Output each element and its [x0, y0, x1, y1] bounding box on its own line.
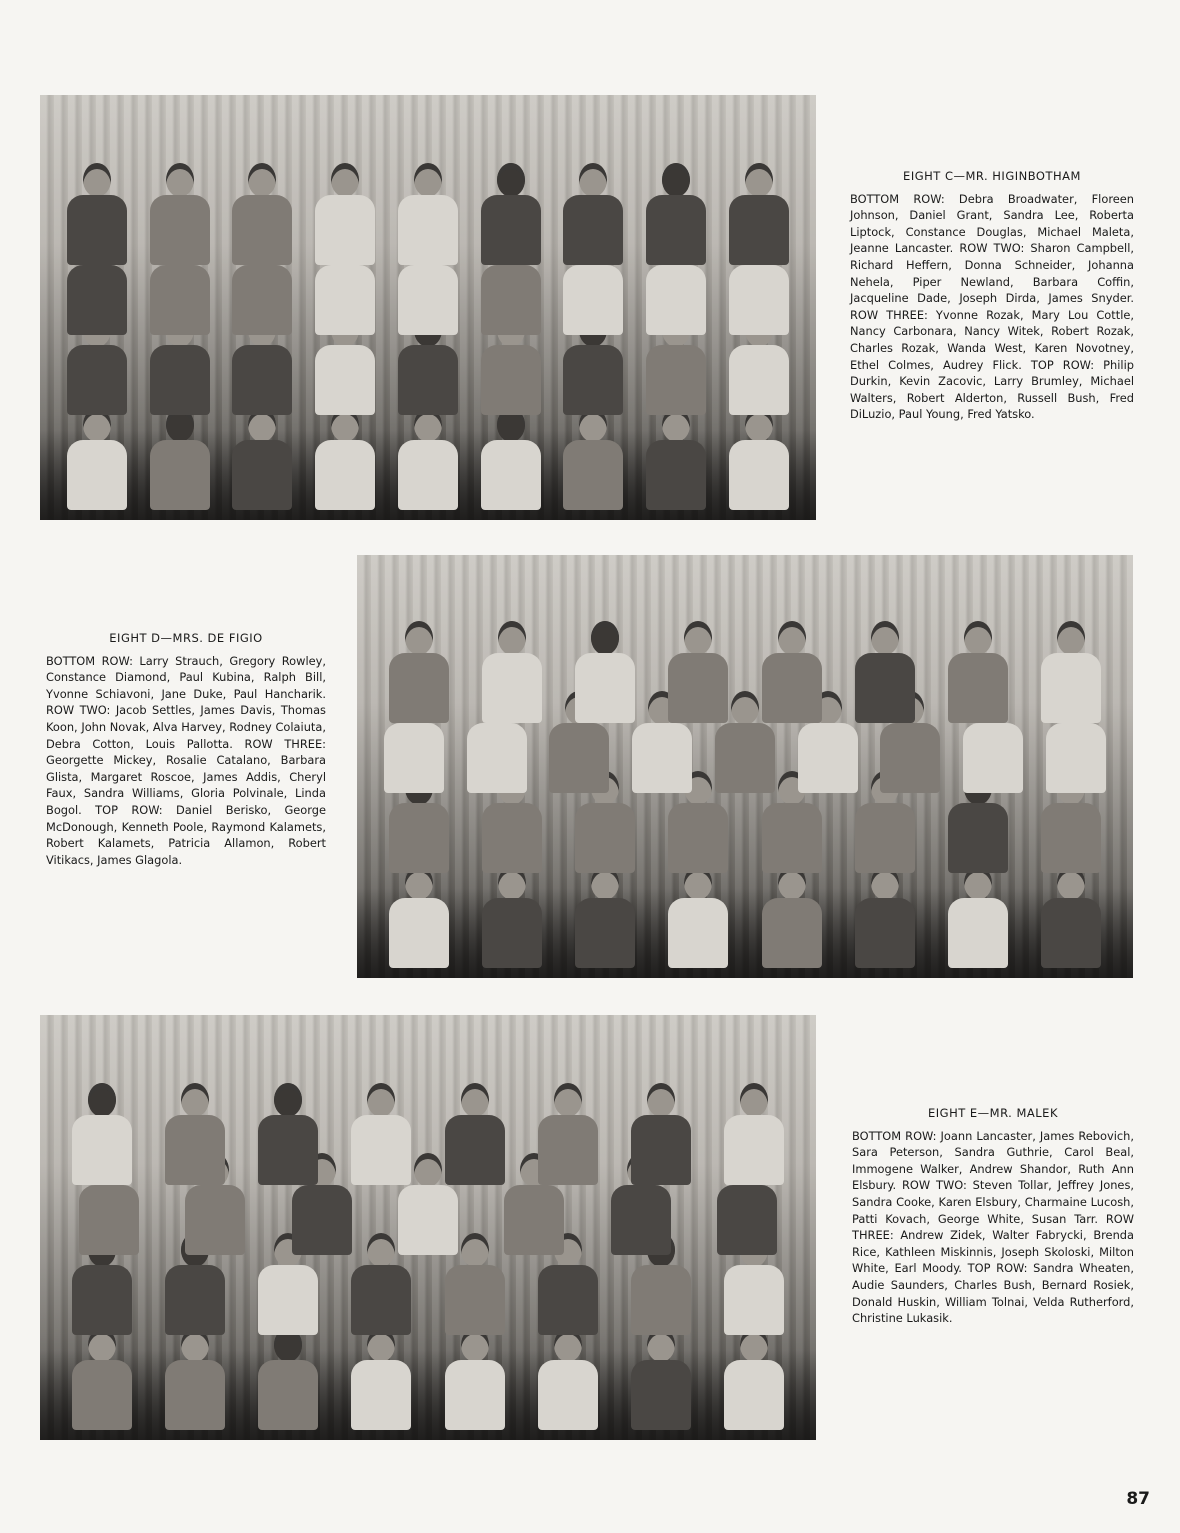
caption-eight-e: [852, 1105, 1134, 1327]
caption-roster: BOTTOM ROW: Debra Broadwater, Floreen Johnson, Daniel Grant, Sandra Lee, Roberta Liptock, Constance Douglas, Michael Maleta, Jeanne Lancaster. ROW TWO: Sharon Campbell, Richard Heffern, Donna Schneider, Johanna Nehela, Piper Newland, Barbara Coffin, Jacqueline Dade, Joseph Dirda, James Snyder. ROW THREE: Yvonne Rozak, Mary Lou Cottle, Nancy Carbonara, Nancy Witek, Robert Rozak, Charles Rozak, Wanda West, Karen Novotney, Ethel Colmes, Audrey Flick. TOP ROW: Philip Durkin, Kevin Zacovic, Larry Brumley, Michael Walters, Robert Alderton, Russell Bush, Fred DiLuzio, Paul Young, Fred Yatsko.: [850, 191, 1134, 422]
class-photo-eight-e: [40, 1015, 816, 1440]
caption-eight-c: [850, 168, 1134, 423]
class-photo-eight-d: [357, 555, 1133, 978]
caption-eight-d: [46, 630, 326, 868]
caption-title: EIGHT E—MR. MALEK: [928, 1106, 1058, 1120]
class-photo-eight-c: [40, 95, 816, 520]
caption-roster: BOTTOM ROW: Larry Strauch, Gregory Rowley, Constance Diamond, Paul Kubina, Ralph Bill, Yvonne Schiavoni, Jane Duke, Paul Hancharik. ROW TWO: Jacob Settles, James Davis, Thomas Koon, John Novak, Alva Harvey, Rodney Colaiuta, Debra Cotton, Louis Pallotta. ROW THREE: Georgette Mickey, Rosalie Catalano, Barbara Glista, Margaret Roscoe, James Addis, Cheryl Faux, Sandra Williams, Gloria Polvinale, Linda Bogol. TOP ROW: Daniel Berisko, George McDonough, Kenneth Poole, Raymond Kalamets, Robert Kalamets, Patricia Allamon, Robert Vitikacs, James Glagola.: [46, 653, 326, 867]
caption-title: EIGHT D—MRS. DE FIGIO: [109, 631, 263, 645]
caption-roster: BOTTOM ROW: Joann Lancaster, James Rebovich, Sara Peterson, Sandra Guthrie, Carol Beal, Immogene Walker, Andrew Shandor, Ruth Ann Elsbury. ROW TWO: Steven Tollar, Jeffrey Jones, Sandra Cooke, Karen Elsbury, Charmaine Lucosh, Patti Kovach, George White, Susan Tarr. ROW THREE: Andrew Zidek, Walter Fabrycki, Brenda Rice, Kathleen Miskinnis, Joseph Skoloski, Milton White, Earl Moody. TOP ROW: Sandra Wheaten, Audie Saunders, Charles Bush, Bernard Rosiek, Donald Huskin, William Tolnai, Velda Rutherford, Christine Lukasik.: [852, 1128, 1134, 1326]
caption-title: EIGHT C—MR. HIGINBOTHAM: [903, 169, 1081, 183]
page-number: 87: [1126, 1489, 1150, 1509]
